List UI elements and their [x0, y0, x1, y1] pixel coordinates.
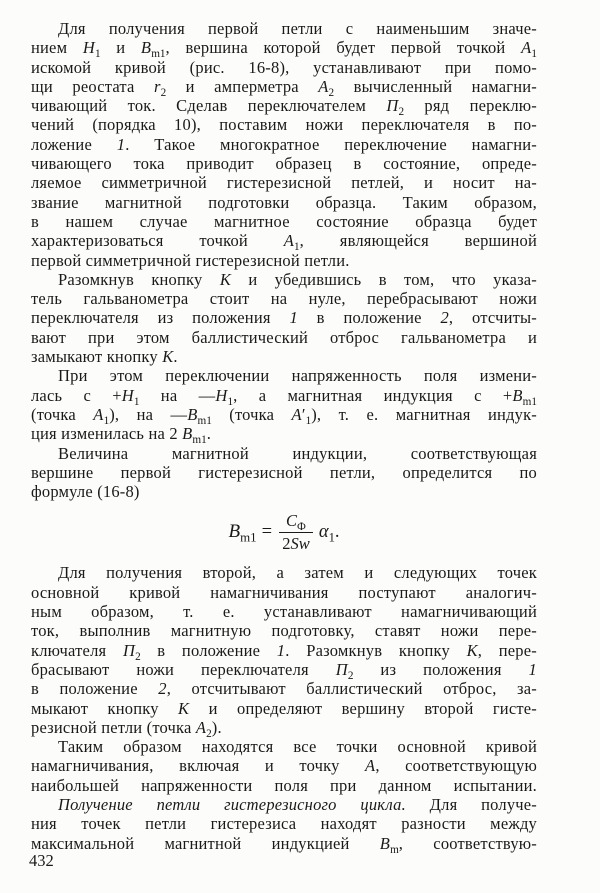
text-line: ния точек петли гистерезиса находят разности между	[31, 814, 537, 834]
text-line: нием $H_1$ и $B_{m1}$, вершина которой будет первой точкой $A_1$	[31, 38, 537, 58]
paragraph	[31, 563, 537, 737]
text-line: наибольшей напряженности поля при данном испытании.	[31, 775, 537, 795]
text-line: чений (порядка 10), поставим ножи переключателя в по-	[31, 115, 537, 135]
text-line: Разомкнув кнопку К и убедившись в том, что указа-	[58, 269, 537, 289]
text-line: резисной петли (точка $А_2$).	[31, 717, 222, 738]
text-line: Для получения второй, а затем и следующих точек	[58, 563, 537, 583]
text-line: Таким образом находятся все точки основной кривой	[58, 737, 537, 757]
text-line: искомой кривой (рис. 16-8), устанавливают при помо-	[31, 57, 537, 77]
text-line: ложение 1. Такое многократное переключение намагни-	[31, 134, 537, 154]
text-line: ция изменилась на 2 $B_{m1}$.	[31, 424, 212, 444]
text-line: в положение 2, отсчитывают баллистический отброс, за-	[31, 679, 537, 699]
text-line: При этом переключении напряженность поля измени-	[58, 366, 537, 386]
text-line: щи реостата $r_2$ и амперметра $А_2$ вычисленный намагни-	[31, 76, 537, 97]
page-number: 432	[29, 851, 54, 870]
text-line: ляемое симметричной гистерезисной петлей, и носит на-	[31, 173, 537, 193]
text-line: ключателя $П_2$ в положение 1. Разомкнув кнопку К, пере-	[31, 640, 537, 660]
text-line: Величина магнитной индукции, соответствующая	[58, 443, 537, 463]
paragraph	[31, 366, 537, 443]
text-line: характеризоваться точкой $A_1$, являющейся вершиной	[31, 231, 537, 251]
text-line: Для получения первой петли с наименьшим значе-	[58, 19, 537, 38]
text-line: вают при этом баллистический отброс гальванометра и	[31, 327, 537, 347]
text-block-a	[31, 19, 537, 501]
text-column	[31, 19, 537, 853]
formula-numerator: $C_Ф$	[279, 512, 313, 533]
text-line: Получение петли гистерезисного цикла. Для получе-	[58, 794, 537, 814]
text-line: мыкают кнопку К и определяют вершину второй гисте-	[31, 698, 537, 718]
text-line: (точка $A_1$), на $—B_{m1}$ (точка $A'_1$), т. е. магнитная индук-	[31, 404, 537, 425]
formula-fraction	[279, 512, 313, 554]
paragraph	[31, 444, 537, 502]
text-line: первой симметричной гистерезисной петли.	[31, 250, 350, 270]
text-line: ток, выполнив магнитную подготовку, ставят ножи пере-	[31, 621, 537, 641]
text-line: замыкают кнопку К.	[31, 347, 178, 367]
paragraph	[31, 795, 537, 853]
paragraph	[31, 270, 537, 366]
text-block-b	[31, 563, 537, 852]
formula-equals-sign: =	[261, 521, 272, 542]
text-line: в нашем случае магнитное состояние образца будет	[31, 211, 537, 231]
text-line: максимальной магнитной индукцией $B_m$, соответствую-	[31, 833, 537, 853]
text-line: основной кривой намагничивания поступают аналогич-	[31, 582, 537, 602]
paragraph	[31, 19, 537, 270]
text-line: чивающего тока приводит образец в состояние, опреде-	[31, 154, 537, 174]
text-line: вершине первой гистерезисной петли, определится по	[31, 462, 537, 482]
text-line: формуле (16-8)	[31, 482, 140, 502]
text-line: переключателя из положения 1 в положение 2, отсчиты-	[31, 308, 537, 328]
text-line: звание магнитной подготовки образца. Таким образом,	[31, 192, 537, 212]
formula-rhs: $\alpha_1$.	[318, 521, 340, 545]
formula-16-8	[31, 501, 537, 563]
text-line: брасывают ножи переключателя $П_2$ из положения 1	[31, 659, 537, 680]
text-line: чивающий ток. Сделав переключателем $П_2$ ряд переклю-	[31, 96, 537, 116]
text-line: лась $с +H_1$ на $—H_1$, а магнитная индукция $с +B_{m1}$	[31, 385, 537, 405]
paragraph	[31, 737, 537, 795]
text-line: ным образом, т. е. устанавливают намагничивающий	[31, 602, 537, 622]
formula-lhs: $B_{m1}$	[228, 521, 257, 545]
text-line: тель гальванометра стоит на нуле, перебрасывают ножи	[31, 289, 537, 309]
formula-denominator: 2Sw	[282, 533, 310, 553]
text-line: намагничивания, включая и точку А, соответствующую	[31, 756, 537, 776]
